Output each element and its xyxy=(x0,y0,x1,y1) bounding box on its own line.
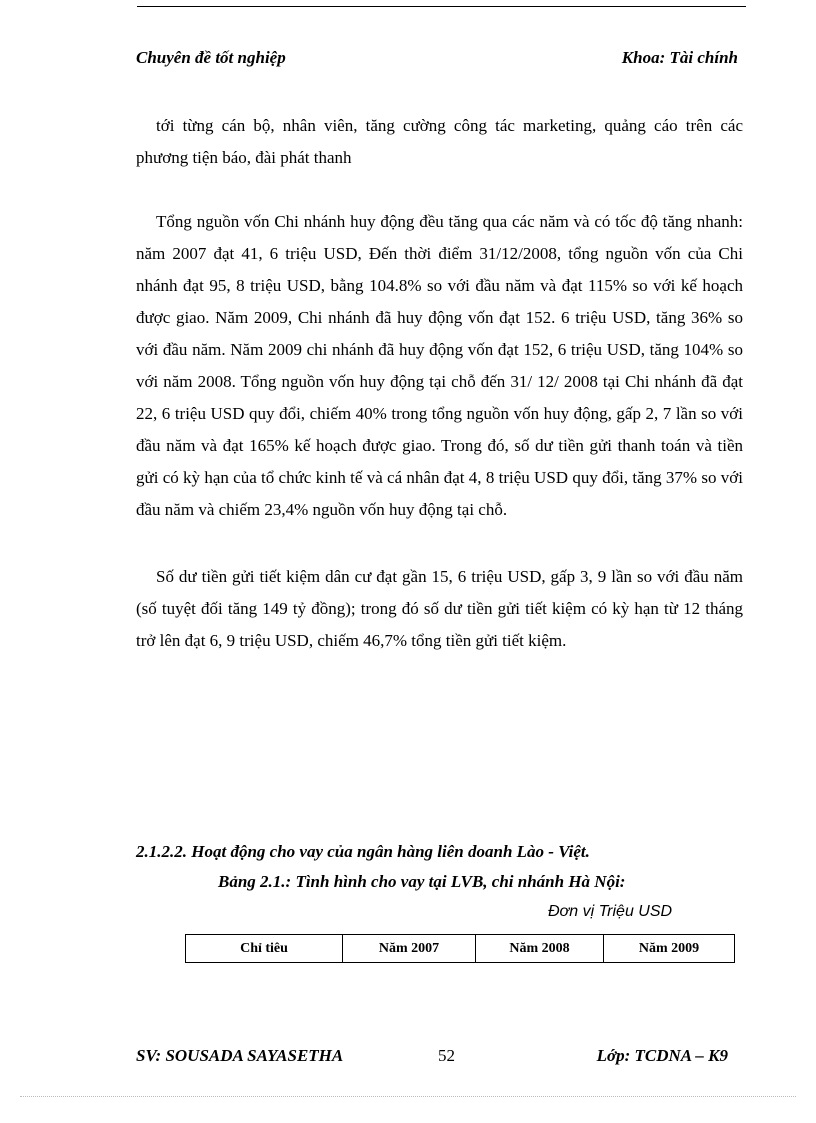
section-heading: 2.1.2.2. Hoạt động cho vay của ngân hàng liên doanh Lào - Việt. xyxy=(136,842,590,861)
bottom-rule xyxy=(20,1096,796,1097)
paragraph-3-text: Số dư tiền gửi tiết kiệm dân cư đạt gần 15, 6 triệu USD, gấp 3, 9 lần so với đầu năm (số tuyệt đối tăng 149 tỷ đồng); trong đó số dư tiền gửi tiết kiệm có kỳ hạn từ 12 tháng trở lên đạt 6, 9 triệu USD, chiếm 46,7% tổng tiền gửi tiết kiệm. xyxy=(136,567,743,650)
header-title: Chuyên đề tốt nghiệp xyxy=(136,48,286,67)
table-header-cell: Năm 2008 xyxy=(476,935,604,963)
table-header-cell: Chỉ tiêu xyxy=(186,935,343,963)
header-department: Khoa: Tài chính xyxy=(621,48,738,67)
table-header-row xyxy=(186,935,735,963)
header-rule xyxy=(137,6,746,7)
paragraph-3 xyxy=(136,561,743,657)
table-header-cell: Năm 2009 xyxy=(604,935,735,963)
unit-label: Đơn vị Triệu USD xyxy=(548,903,673,920)
table-header-cell: Năm 2007 xyxy=(343,935,476,963)
footer-class: Lớp: TCDNA – K9 xyxy=(596,1046,728,1065)
table-title: Bảng 2.1.: Tình hình cho vay tại LVB, chi nhánh Hà Nội: xyxy=(218,872,626,891)
page-number: 52 xyxy=(438,1046,455,1065)
loan-table xyxy=(185,934,735,963)
paragraph-1-text: tới từng cán bộ, nhân viên, tăng cường công tác marketing, quảng cáo trên các phương tiện báo, đài phát thanh xyxy=(136,116,743,167)
paragraph-2-text: Tổng nguồn vốn Chi nhánh huy động đều tăng qua các năm và có tốc độ tăng nhanh: năm 2007 đạt 41, 6 triệu USD, Đến thời điểm 31/12/2008, tổng nguồn vốn của Chi nhánh đạt 95, 8 triệu USD, bằng 104.8% so với đầu năm và đạt 115% so với kế hoạch được giao. Năm 2009, Chi nhánh đã huy động vốn đạt 152. 6 triệu USD, tăng 36% so với đầu năm. Năm 2009 chi nhánh đã huy động vốn đạt 152, 6 triệu USD, tăng 104% so với năm 2008. Tổng nguồn vốn huy động tại chỗ đến 31/ 12/ 2008 tại Chi nhánh đã đạt 22, 6 triệu USD quy đổi, chiếm 40% trong tổng nguồn vốn huy động, gấp 2, 7 lần so với đầu năm và đạt 165% kế hoạch được giao. Trong đó, số dư tiền gửi thanh toán và tiền gửi có kỳ hạn của tổ chức kinh tế và cá nhân đạt 4, 8 triệu USD quy đổi, tăng 37% so với đầu năm và chiếm 23,4% nguồn vốn huy động tại chỗ. xyxy=(136,212,743,519)
paragraph-1 xyxy=(136,110,743,174)
paragraph-2 xyxy=(136,206,743,526)
footer-student: SV: SOUSADA SAYASETHA xyxy=(136,1046,344,1065)
